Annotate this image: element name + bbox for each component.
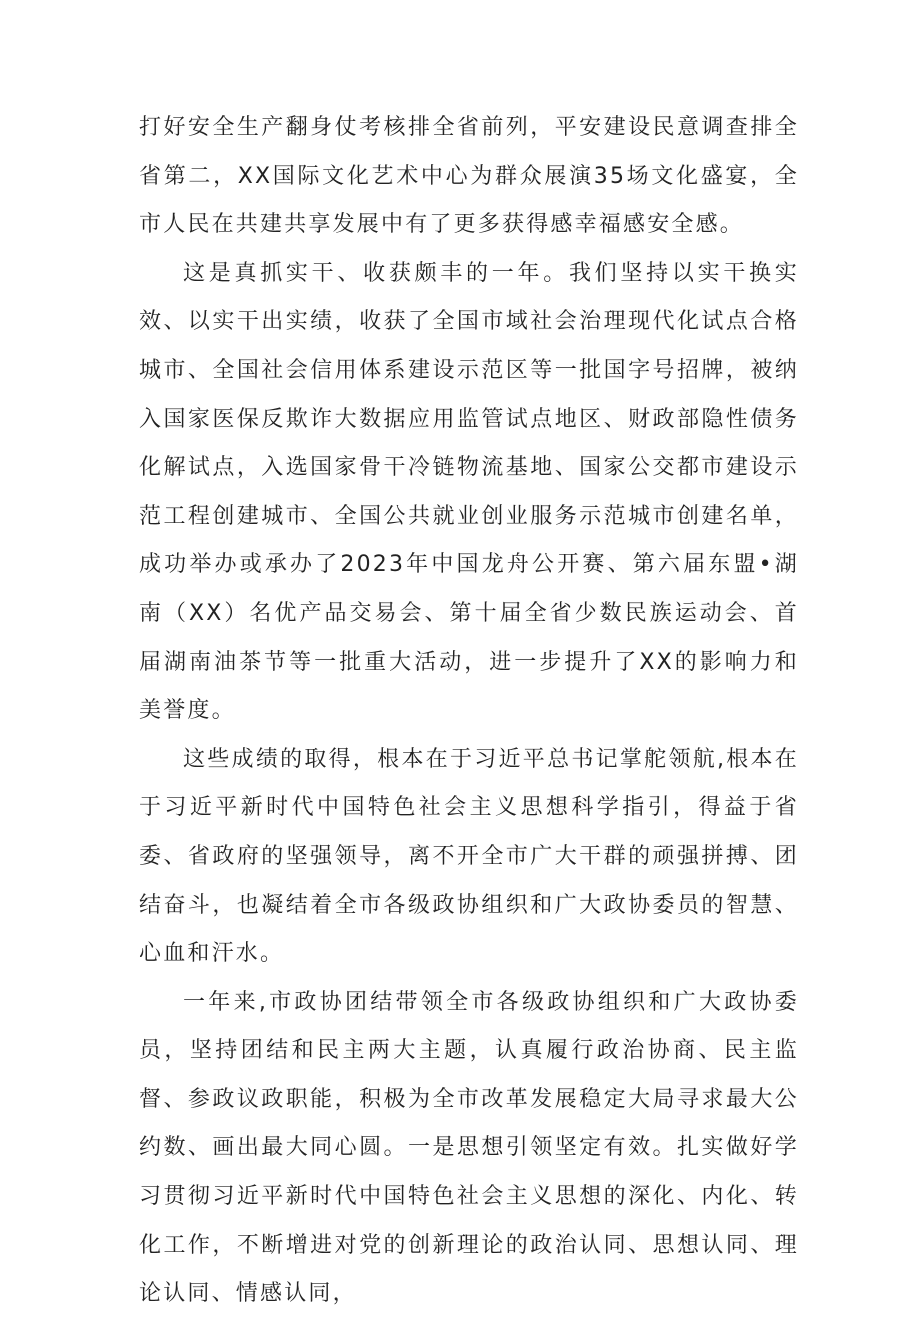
paragraph: 这些成绩的取得，根本在于习近平总书记掌舵领航,根本在于习近平新时代中国特色社会主义思想科学指引，得益于省委、省政府的坚强领导，离不开全市广大干群的顽强拼搏、团结奋斗，也凝结着全市各级政协组织和广大政协委员的智慧、心血和汗水。 xyxy=(139,746,799,967)
paragraph: 这是真抓实干、收获颇丰的一年。我们坚持以实干换实效、以实干出实绩，收获了全国市域社会治理现代化试点合格城市、全国社会信用体系建设示范区等一批国字号招牌，被纳入国家医保反欺诈大数据应用监管试点地区、财政部隐性债务化解试点，入选国家骨干冷链物流基地、国家公交都市建设示范工程创建城市、全国公共就业创业服务示范城市创建名单，成功举办或承办了2023年中国龙舟公开赛、第六届东盟•湖南（XX）名优产品交易会、第十届全省少数民族运动会、首届湖南油茶节等一批重大活动，进一步提升了XX的影响力和美誉度。 xyxy=(139,260,799,724)
document-body xyxy=(139,104,799,1319)
paragraph: 一年来,市政协团结带领全市各级政协组织和广大政协委员，坚持团结和民主两大主题，认真履行政治协商、民主监督、参政议政职能，积极为全市改革发展稳定大局寻求最大公约数、画出最大同心圆。一是思想引领坚定有效。扎实做好学习贯彻习近平新时代中国特色社会主义思想的深化、内化、转化工作，不断增进对党的创新理论的政治认同、思想认同、理论认同、情感认同， xyxy=(139,989,799,1307)
paragraph-continued: 打好安全生产翻身仗考核排全省前列，平安建设民意调查排全省第二，XX国际文化艺术中心为群众展演35场文化盛宴，全市人民在共建共享发展中有了更多获得感幸福感安全感。 xyxy=(139,115,799,238)
